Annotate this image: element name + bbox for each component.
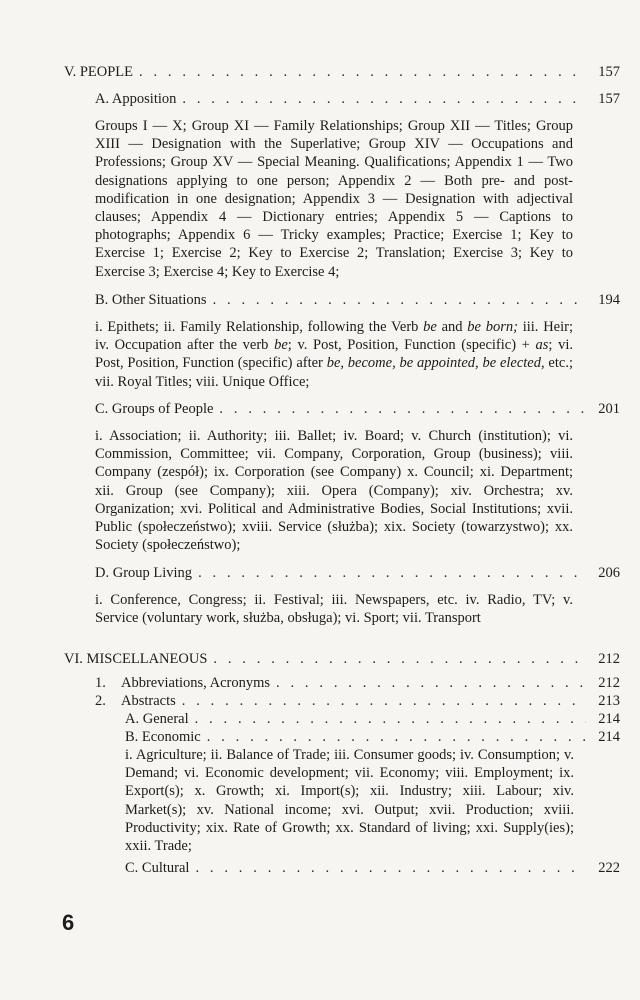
toc-entry-people [64,63,620,81]
desc-italic: be [423,319,437,335]
toc-entry-apposition [95,90,620,108]
dot-leader [195,710,586,728]
desc-text: iii. Heir; iv. Occupation after the verb [95,319,573,354]
toc-description-other-situations [95,318,573,391]
toc-entry-label [95,692,176,710]
dot-leader [182,692,586,710]
toc-entry-label: C. Groups of People [95,401,214,417]
toc-entry-economic [125,728,620,746]
page-number: 6 [62,910,75,935]
dot-leader [139,63,586,81]
toc-page-number: 157 [598,91,620,107]
desc-text: i. Epithets; ii. Family Relationship, following the Verb [95,319,424,335]
toc-entry-miscellaneous [64,650,620,668]
toc-page-number: 212 [598,651,620,667]
desc-italic: as [535,337,549,354]
toc-page-number: 212 [598,675,620,691]
toc-entry-label: A. Apposition [95,91,177,107]
toc-page-number: 214 [598,729,620,745]
dot-leader [213,650,586,668]
toc-entry-label: D. Group Living [95,565,193,581]
toc-page-number: 206 [598,565,620,581]
toc-entry-number: 1. [95,675,106,691]
dot-leader [207,728,586,746]
toc-entry-other-situations [95,291,620,309]
toc-description-apposition: Groups I — X; Group XI — Family Relationships; Group XII — Titles; Group XIII — Designation with the Superlative; Group XIV — Occupations and Professions; Group XV — Special Meaning. Qualifications; Appendix 1 — Two designations applying to one person; Appendix 2 — Both pre- and post-modification in one designation; Appendix 3 — Designation with adjectival clauses; Appendix 4 — Dictionary entries; Appendix 5 — Captions to photographs; Appendix 6 — Tricky examples; Practice; Exercise 1; Key to Exercise 1; Exercise 2; Key to Exercise 2; Translation; Exercise 3; Key to Exercise 3; Exercise 4; Key to Exercise 4; [95,118,573,280]
toc-entry-title: Abbreviations, Acronyms [121,675,271,691]
toc-entry-label: VI. MISCELLANEOUS [64,651,208,667]
toc-entry-label: V. PEOPLE [64,64,134,80]
dot-leader [213,291,586,309]
toc-entry-label [95,674,270,692]
dot-leader [182,90,586,108]
toc-description-economic: i. Agriculture; ii. Balance of Trade; iii. Consumer goods; iv. Consumption; v. Demand; vi. Economic development; vii. Economy; viii. Employment; ix. Export(s); x. Growth; xi. Import(s); xii. Industry; xiii. Labour; xiv. Market(s); xv. National income; xvi. Output; xvii. Production; xviii. Productivity; xix. Rate of Growth; xx. Standard of living; xxi. Supply(ies); xxii. Trade; [125,747,574,855]
dot-leader [195,859,586,877]
toc-description-groups-of-people: i. Association; ii. Authority; iii. Ballet; iv. Board; v. Church (institution); vi. Commission, Committee; vii. Company, Corporation, Group (business); viii. Company (zespół); ix. Corporation (see Company) x. Council; xi. Department; xii. Group (see Company); xiii. Opera (Company); xiv. Orchestra; xv. Organization; xvi. Political and Administrative Bodies, Social Institutions; xvii. Public (społeczeństwo); xviii. Service (służba); xix. Society (towarzystwo); xx. Society (społeczeństwo); [95,428,573,554]
toc-entry-number: 2. [95,693,106,709]
toc-entry-groups-of-people [95,400,620,418]
toc-description-group-living: i. Conference, Congress; ii. Festival; iii. Newspapers, etc. iv. Radio, TV; v. Service (voluntary work, służba, obsługa); vi. Sport; vii. Transport [95,592,573,627]
dot-leader [219,400,586,418]
toc-entry-label: C. Cultural [125,860,190,876]
toc-entry-label: A. General [125,711,189,727]
toc-page-number: 194 [598,292,620,308]
desc-italic: be born; [467,319,518,335]
toc-page-number: 201 [598,401,620,417]
toc-entry-general [125,710,620,728]
desc-text: etc.; vii. Royal Titles; viii. Unique Office; [95,355,573,390]
desc-text: ; v. Post, Position, Function (specific) + [287,337,536,354]
toc-entry-abbreviations [95,674,620,692]
toc-page-number: 213 [598,693,620,709]
desc-italic: be, become, be appointed, be elected, [326,355,545,372]
toc-entry-abstracts [95,692,620,710]
dot-leader [276,674,586,692]
toc-page-number: 222 [598,860,620,876]
desc-text: ; vi. Post, Position, Function (specific) after [95,337,574,372]
toc-entry-group-living [95,564,620,582]
toc-entry-label: B. Other Situations [95,292,207,308]
toc-page-number: 214 [598,711,620,727]
toc-entry-title: Abstracts [121,693,176,709]
toc-entry-cultural [125,859,620,877]
desc-italic: be [274,337,288,354]
toc-page-number: 157 [598,64,620,80]
dot-leader [198,564,586,582]
desc-text: and [436,319,468,335]
toc-entry-label: B. Economic [125,729,201,745]
